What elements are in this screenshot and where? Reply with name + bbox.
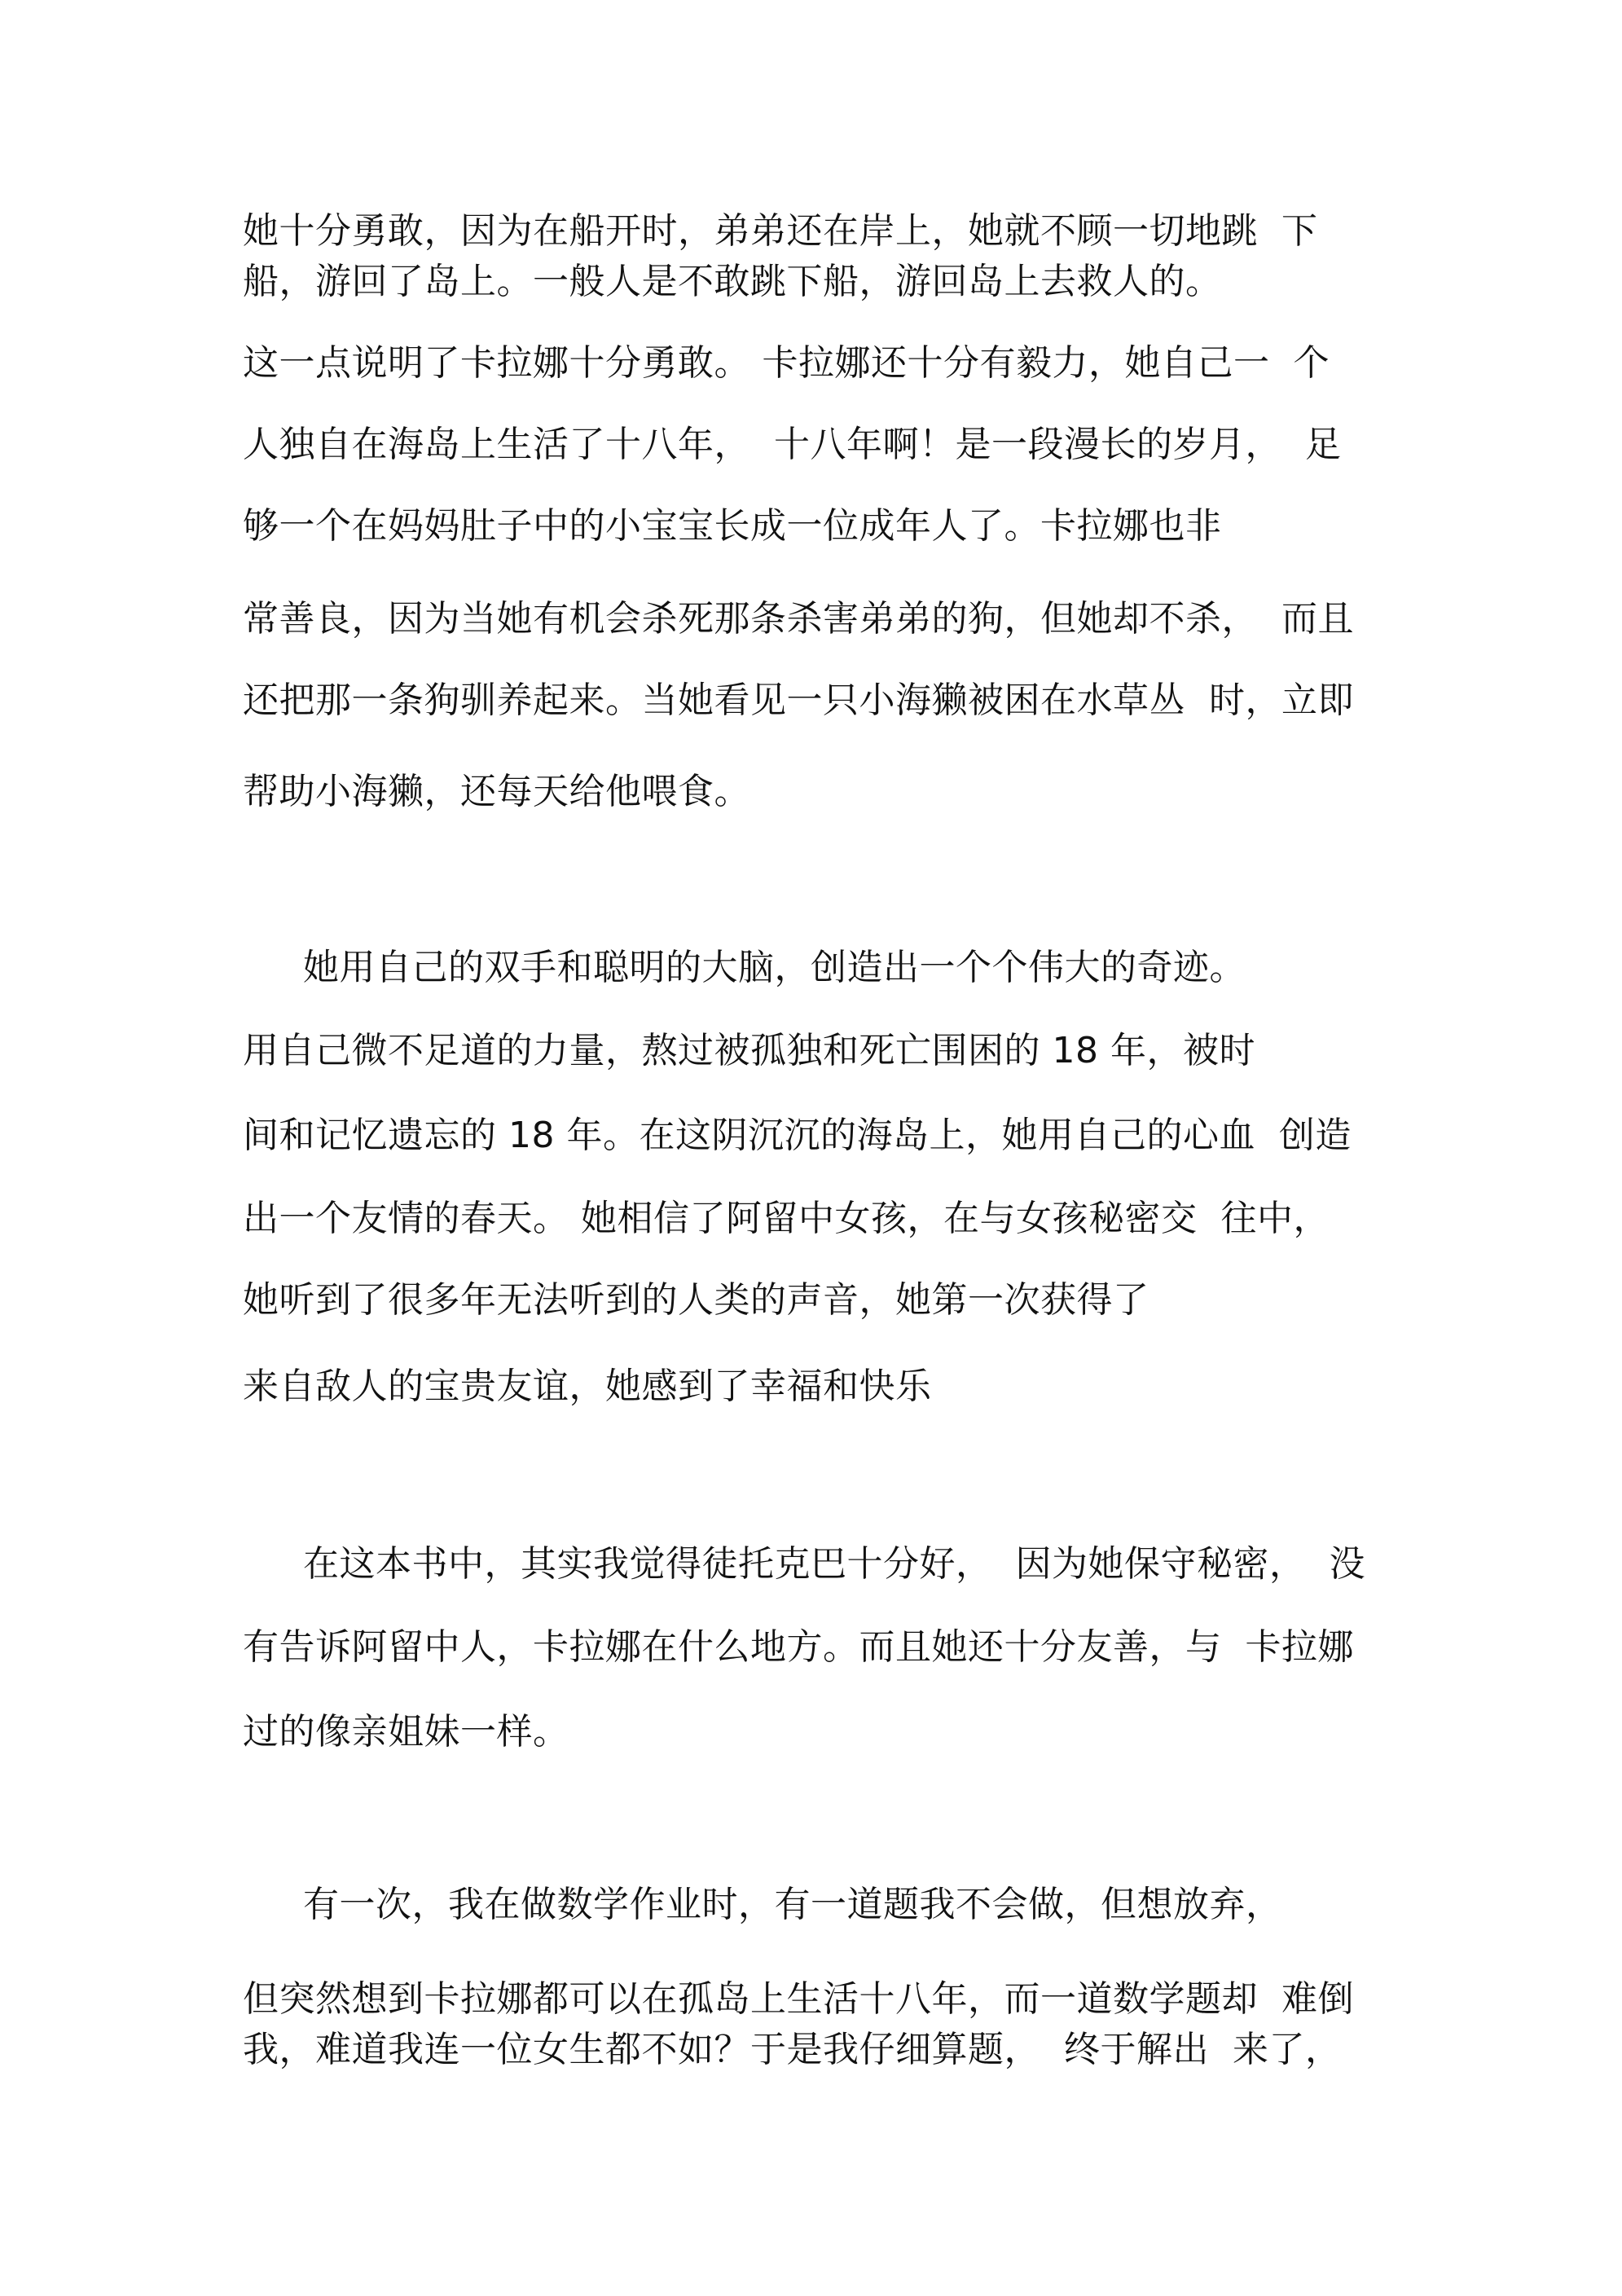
text-line: 她用自己的双手和聪明的大脑，创造出一个个伟大的奇迹。: [303, 947, 1246, 988]
text-line: 有一次，我在做数学作业时，有一道题我不会做，但想放弃，: [303, 1884, 1282, 1925]
text-line: 间和记忆遗忘的 18 年。在这阴沉沉的海岛上，她用自己的心血 创造: [243, 1115, 1352, 1156]
text-line: 来自敌人的宝贵友谊，她感到了幸福和快乐: [243, 1366, 932, 1407]
text-line: 帮助小海獭，还每天给他喂食。: [243, 771, 750, 812]
text-line: 有告诉阿留中人，卡拉娜在什么地方。而且她还十分友善，与 卡拉娜: [243, 1626, 1354, 1668]
text-line: 但突然想到卡拉娜都可以在孤岛上生活十八年，而一道数学题却 难倒: [243, 1978, 1354, 2020]
text-line: 用自己微不足道的力量，熬过被孤独和死亡围困的 18 年，被时: [243, 1030, 1255, 1071]
text-line: 出一个友情的春天。 她相信了阿留中女孩，在与女孩秘密交 往中，: [243, 1198, 1330, 1239]
text-line: 过的像亲姐妹一样。: [243, 1711, 569, 1753]
text-line: 在这本书中，其实我觉得徒托克巴十分好， 因为她保守秘密， 没: [303, 1543, 1365, 1585]
text-line: 够一个在妈妈肚子中的小宝宝长成一位成年人了。卡拉娜也非: [243, 505, 1222, 547]
text-line: 她听到了很多年无法听到的人类的声音，她第一次获得了: [243, 1279, 1149, 1321]
text-line: 还把那一条狗驯养起来。当她看见一只小海獭被困在水草丛 时，立即: [243, 680, 1354, 721]
text-line: 这一点说明了卡拉娜十分勇敢。 卡拉娜还十分有毅力，她自己一 个: [243, 342, 1330, 384]
text-line: 我，难道我连一位女生都不如？于是我仔细算题， 终于解出 来了，: [243, 2029, 1342, 2070]
text-line: 人独自在海岛上生活了十八年， 十八年啊！是一段漫长的岁月， 足: [243, 424, 1342, 465]
text-line: 常善良，因为当她有机会杀死那条杀害弟弟的狗，但她却不杀， 而且: [243, 598, 1354, 640]
text-line: 船，游回了岛上。一般人是不敢跳下船，游回岛上去救人的。: [243, 261, 1222, 302]
text-line: 她十分勇敢，因为在船开时，弟弟还在岸上，她就不顾一切地跳 下: [243, 210, 1318, 252]
